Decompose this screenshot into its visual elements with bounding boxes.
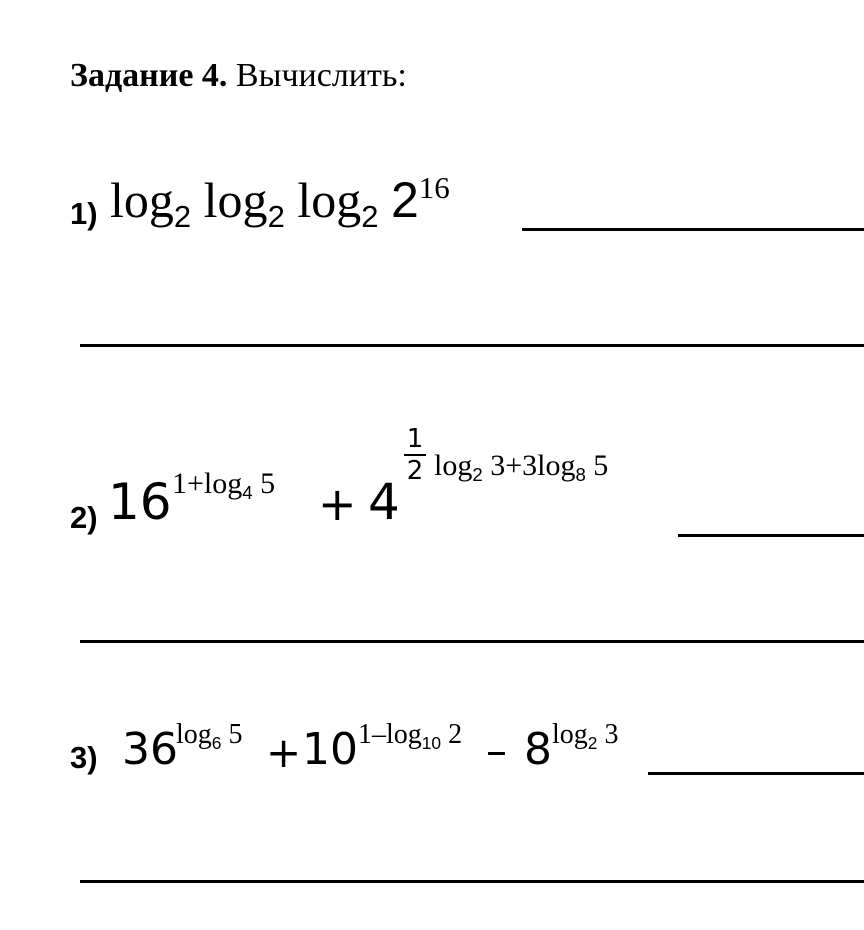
answer-line[interactable]	[678, 534, 864, 537]
log-base: 4	[242, 481, 253, 503]
exponent	[172, 466, 275, 505]
task-heading	[70, 56, 407, 96]
problem-1-number: 1)	[70, 196, 98, 231]
exponent-text: log	[552, 719, 588, 750]
power-exponent: 16	[418, 169, 450, 205]
fraction-numerator: 1	[406, 424, 424, 454]
exponent-text: 3	[597, 719, 619, 750]
exponent-text: 5	[252, 467, 276, 500]
log-text: log	[297, 172, 362, 228]
power-base: 8	[524, 724, 552, 775]
power-base: 16	[108, 473, 172, 531]
log-text: log	[110, 172, 174, 228]
exponent	[176, 718, 242, 754]
log-base: 6	[211, 732, 222, 753]
power-base: 2	[390, 172, 419, 228]
exponent	[434, 448, 608, 487]
answer-line[interactable]	[80, 344, 864, 347]
log-base: 2	[472, 463, 483, 485]
exponent-text: 5	[585, 449, 609, 482]
answer-line[interactable]	[648, 772, 864, 775]
plus-sign: +	[266, 728, 302, 777]
exponent-text: 2	[441, 719, 463, 750]
fraction	[404, 426, 426, 484]
log-text: log	[203, 172, 268, 228]
task-instruction: Вычислить:	[235, 57, 407, 94]
exponent-text: 1–log	[358, 719, 422, 750]
problem-2-number: 2)	[70, 500, 98, 535]
log-base: 10	[421, 732, 442, 753]
task-label: Задание 4.	[70, 57, 228, 94]
answer-line[interactable]	[80, 880, 864, 883]
power-base: 36	[122, 724, 178, 775]
answer-line[interactable]	[522, 228, 864, 231]
exponent-text: log	[434, 449, 473, 482]
exponent-text: log	[176, 719, 212, 750]
log-base: 2	[267, 198, 285, 234]
exponent-text: 3+3log	[482, 449, 576, 482]
exponent	[552, 718, 618, 754]
problem-3-number: 3)	[70, 740, 98, 775]
exponent-text: 1+log	[172, 467, 243, 500]
log-base: 8	[575, 463, 586, 485]
fraction-denominator: 2	[406, 456, 424, 486]
power-base: 10	[302, 724, 358, 775]
answer-line[interactable]	[80, 640, 864, 643]
exponent	[358, 718, 462, 754]
problem-1-expression	[110, 168, 450, 239]
log-base: 2	[361, 198, 379, 234]
log-base: 2	[587, 732, 598, 753]
log-base: 2	[173, 198, 192, 234]
plus-sign: +	[318, 477, 357, 531]
minus-sign: –	[486, 726, 507, 775]
power-base: 4	[368, 473, 400, 531]
exponent-text: 5	[221, 719, 243, 750]
